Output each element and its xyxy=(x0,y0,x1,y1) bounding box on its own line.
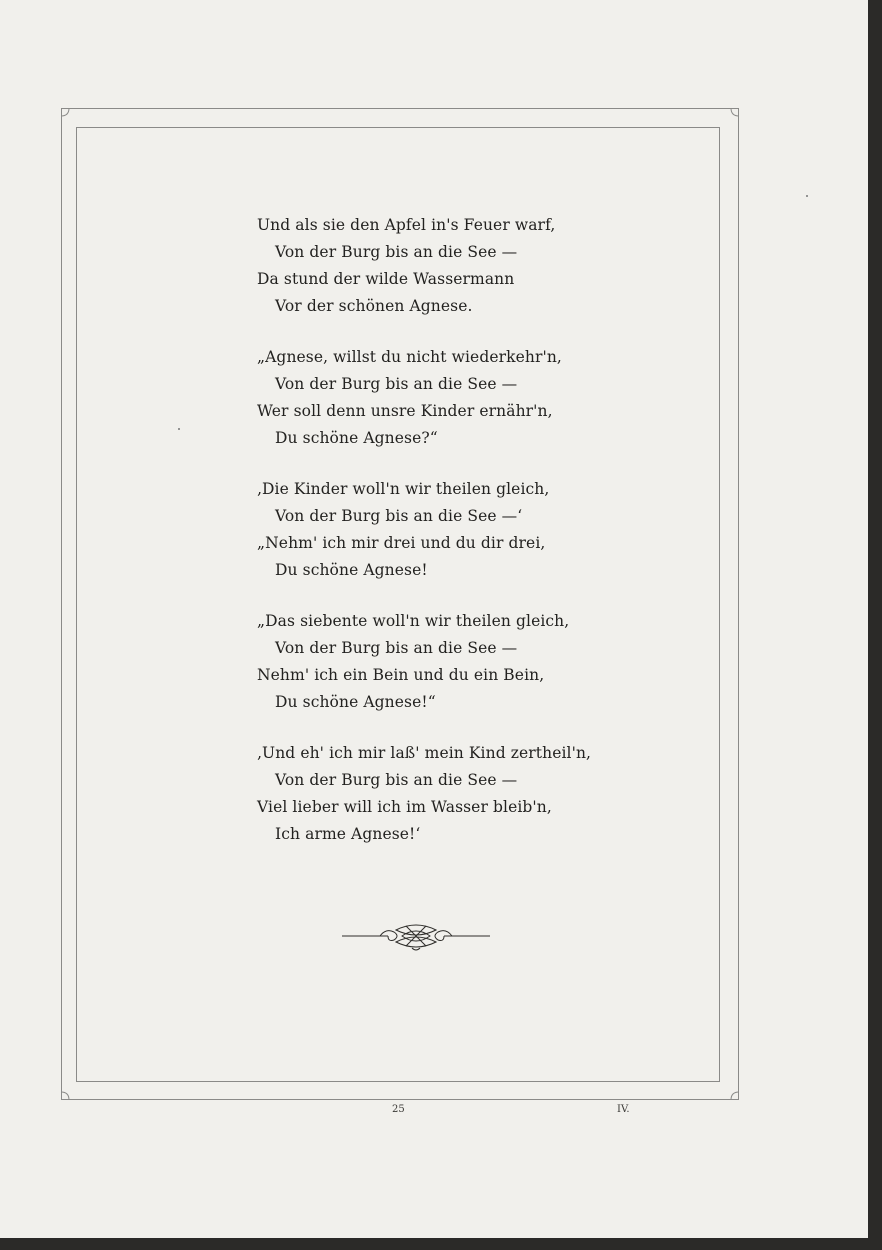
poem-line: Und als sie den Apfel in's Feuer warf, xyxy=(257,216,556,234)
poem-line: Viel lieber will ich im Wasser bleib'n, xyxy=(257,798,552,816)
poem-line-refrain: Von der Burg bis an die See — xyxy=(275,771,518,789)
poem-line: Nehm' ich ein Bein und du ein Bein, xyxy=(257,666,545,684)
poem-line: Wer soll denn unsre Kinder ernähr'n, xyxy=(257,402,553,420)
paper-speck xyxy=(806,195,808,197)
stanza xyxy=(257,344,637,452)
poem-line: Da stund der wilde Wassermann xyxy=(257,270,515,288)
poem-line-refrain: Von der Burg bis an die See — xyxy=(275,375,518,393)
poem-line: „Agnese, willst du nicht wiederkehr'n, xyxy=(257,348,562,366)
frame-corner-ornament xyxy=(61,1084,77,1100)
frame-corner-ornament xyxy=(723,108,739,124)
poem-line: Du schöne Agnese! xyxy=(275,561,428,579)
stanza xyxy=(257,212,637,320)
poem xyxy=(257,212,637,872)
poem-line: Vor der schönen Agnese. xyxy=(275,297,473,315)
poem-line: Du schöne Agnese?“ xyxy=(275,429,438,447)
poem-line: ‚Und eh' ich mir laß' mein Kind zertheil'n, xyxy=(257,744,592,762)
signature-mark: IV. xyxy=(617,1104,630,1115)
poem-line: Ich arme Agnese!‘ xyxy=(275,825,421,843)
poem-line: „Das siebente woll'n wir theilen gleich, xyxy=(257,612,570,630)
poem-line-refrain: Von der Burg bis an die See —‘ xyxy=(275,507,523,525)
stanza xyxy=(257,608,637,716)
poem-line-refrain: Von der Burg bis an die See — xyxy=(275,639,518,657)
poem-line-refrain: Von der Burg bis an die See — xyxy=(275,243,518,261)
frame-corner-ornament xyxy=(61,108,77,124)
poem-line: „Nehm' ich mir drei und du dir drei, xyxy=(257,534,546,552)
stanza xyxy=(257,476,637,584)
frame-corner-ornament xyxy=(723,1084,739,1100)
poem-line: Du schöne Agnese!“ xyxy=(275,693,436,711)
page-number: 25 xyxy=(392,1104,405,1115)
flourish-ornament-icon xyxy=(340,918,492,954)
stanza xyxy=(257,740,637,848)
poem-line: ‚Die Kinder woll'n wir theilen gleich, xyxy=(257,480,550,498)
paper-speck xyxy=(178,428,180,430)
